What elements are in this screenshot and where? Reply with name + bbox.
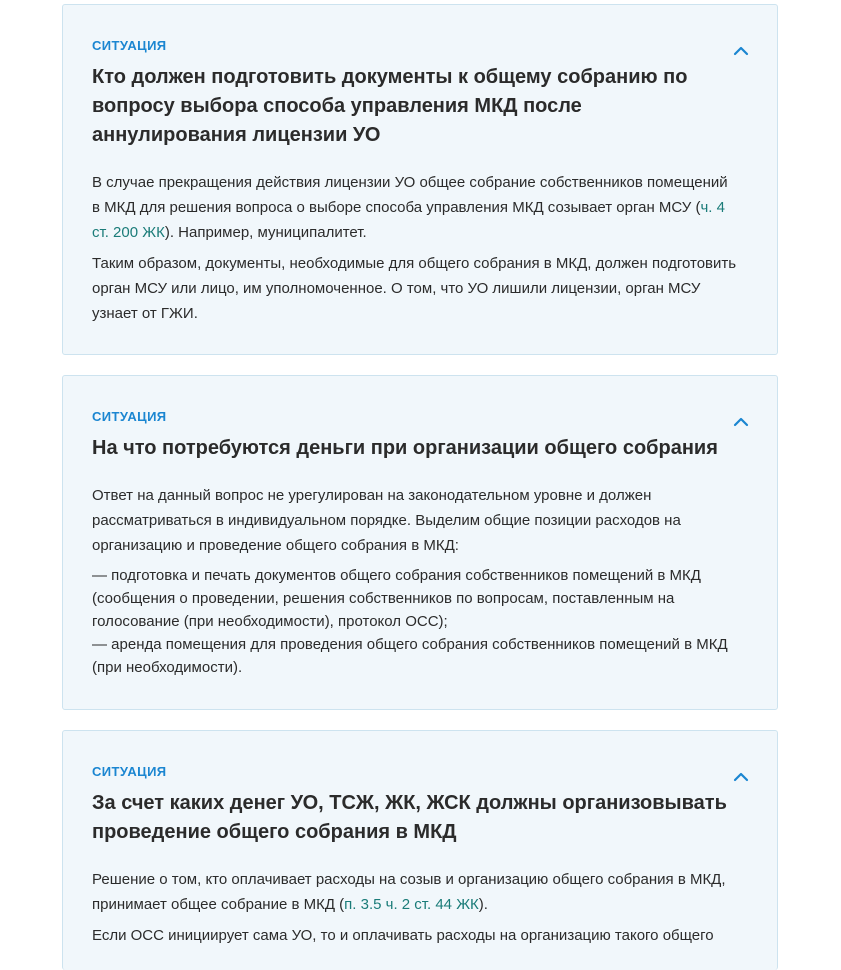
answer-paragraph: Если ОСС инициирует сама УО, то и оплачивать расходы на организацию такого общего bbox=[92, 927, 714, 944]
answer-paragraph: Таким образом, документы, необходимые для общего собрания в МКД, должен подготовить орган МСУ или лицо, им уполномоченное. О том, что УО лишили лицензии, орган МСУ узнает от ГЖИ. bbox=[92, 255, 737, 322]
list-item: — аренда помещения для проведения общего собрания собственников помещений в МКД (при необходимости). bbox=[92, 636, 728, 676]
answer-paragraph: В случае прекращения действия лицензии УО общее собрание собственников помещений в МКД для решения вопроса о выборе способа управления МКД созывает орган МСУ (ч. 4 ст. 200 ЖК). Например, муниципалитет. bbox=[92, 174, 728, 241]
situation-title: За счет каких денег УО, ТСЖ, ЖК, ЖСК должны организовывать проведение общего собрания в МКД bbox=[92, 792, 727, 843]
answer-paragraph: Ответ на данный вопрос не урегулирован на законодательном уровне и должен рассматриваться в индивидуальном порядке. Выделим общие позиции расходов на организацию и проведение общего собрания в МКД: bbox=[92, 487, 681, 554]
situation-card-2 bbox=[62, 375, 778, 710]
chevron-up-icon[interactable] bbox=[733, 769, 749, 785]
situation-tag: СИТУАЦИЯ bbox=[92, 764, 167, 779]
chevron-up-icon[interactable] bbox=[733, 414, 749, 430]
law-reference-link[interactable]: ч. 4 ст. 200 ЖК bbox=[92, 199, 725, 241]
situation-title: На что потребуются деньги при организации общего собрания bbox=[92, 437, 718, 459]
answer-paragraph: Решение о том, кто оплачивает расходы на созыв и организацию общего собрания в МКД, принимает общее собрание в МКД (п. 3.5 ч. 2 ст. 44 ЖК). bbox=[92, 871, 726, 913]
situation-tag: СИТУАЦИЯ bbox=[92, 409, 167, 424]
law-reference-link[interactable]: п. 3.5 ч. 2 ст. 44 ЖК bbox=[344, 896, 479, 913]
situation-title: Кто должен подготовить документы к общему собранию по вопросу выбора способа управления МКД после аннулирования лицензии УО bbox=[92, 66, 688, 146]
list-item: — подготовка и печать документов общего собрания собственников помещений в МКД (сообщения о проведении, решения собственников по вопросам, поставленным на голосование (при необходимости), протокол ОСС); bbox=[92, 567, 701, 630]
situation-tag: СИТУАЦИЯ bbox=[92, 38, 167, 53]
chevron-up-icon[interactable] bbox=[733, 43, 749, 59]
situation-card-3 bbox=[62, 730, 778, 970]
situation-card-1 bbox=[62, 4, 778, 355]
